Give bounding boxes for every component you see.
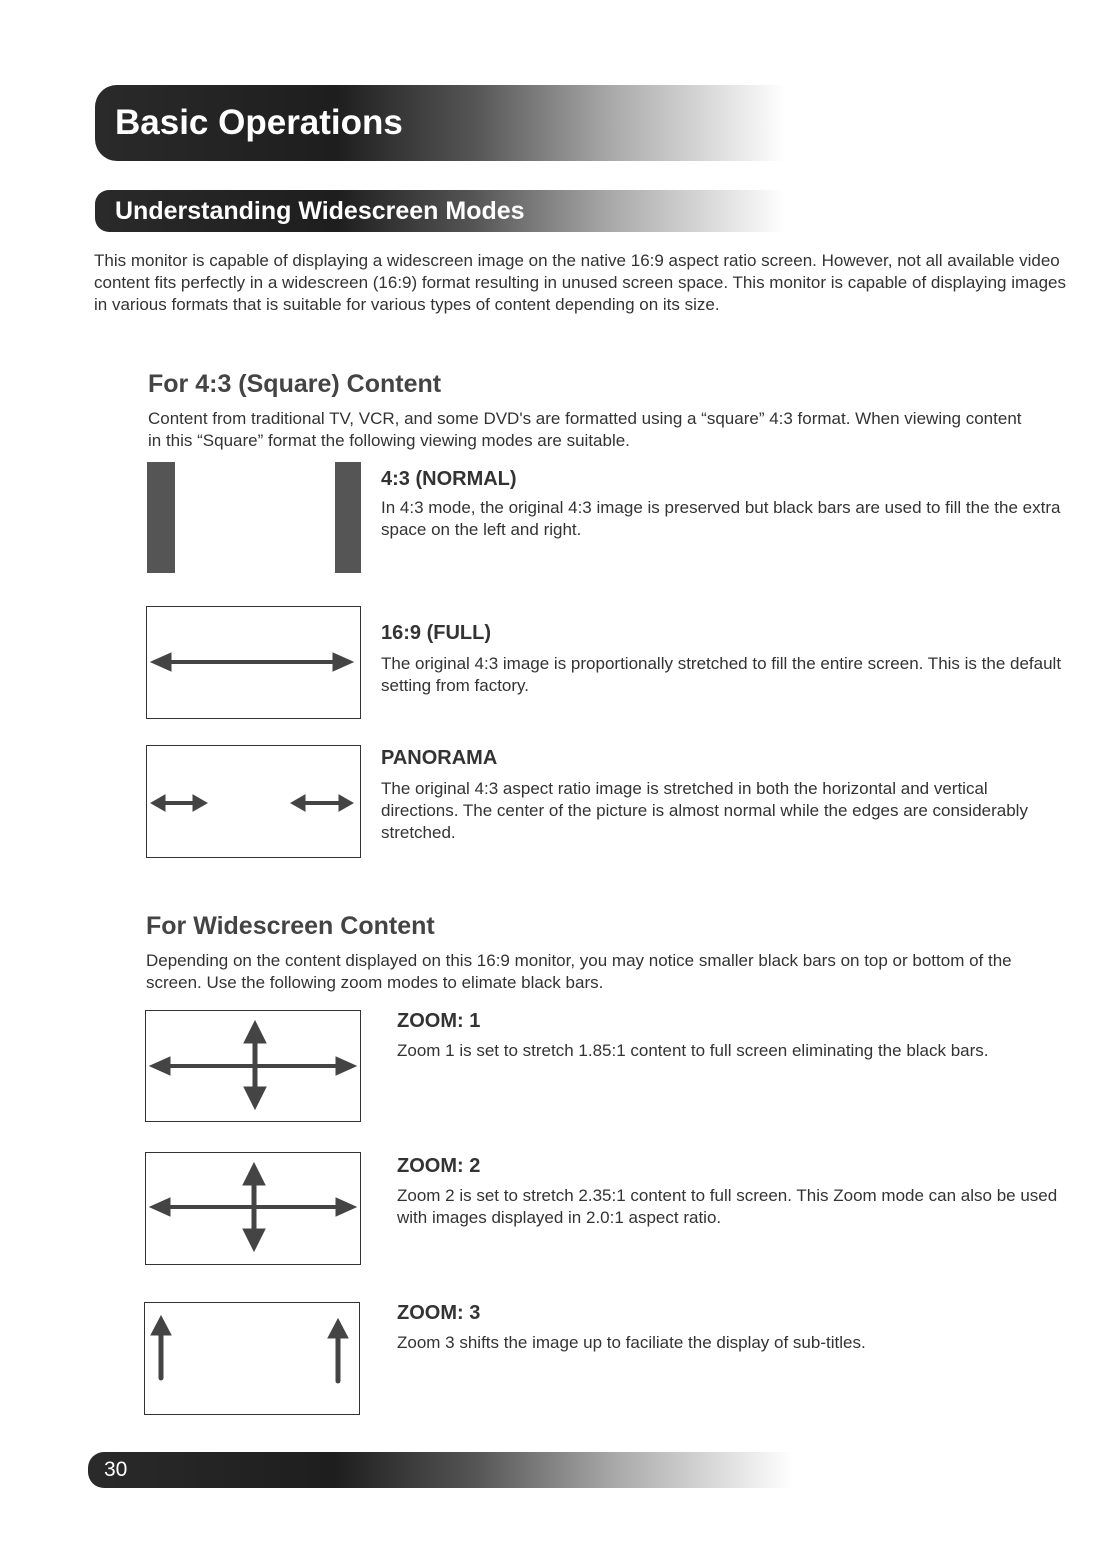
edge-stretch-arrows-icon — [147, 746, 360, 857]
panorama-mode-diagram — [146, 745, 361, 858]
zoom3-diagram — [144, 1302, 360, 1415]
chapter-header-bar — [95, 85, 785, 161]
mode-title: 16:9 (FULL) — [381, 622, 491, 644]
page-number: 30 — [104, 1458, 128, 1481]
full-mode-diagram — [146, 606, 361, 719]
four-way-arrow-icon — [146, 1153, 360, 1264]
square-text: Content from traditional TV, VCR, and some DVD's are formatted using a “square” 4:3 format. When viewing content in this “Square” format the following viewing modes are suitable. — [148, 409, 1022, 450]
section-title: Understanding Widescreen Modes — [115, 197, 525, 225]
wide-heading: For Widescreen Content — [146, 912, 435, 940]
chapter-title: Basic Operations — [115, 103, 403, 142]
up-arrows-icon — [145, 1303, 359, 1414]
normal-mode-diagram — [147, 462, 361, 573]
footer-bar — [88, 1452, 793, 1488]
mode-desc: Zoom 3 shifts the image up to faciliate the display of sub-titles. — [397, 1333, 866, 1352]
mode-title: ZOOM: 2 — [397, 1155, 481, 1177]
four-way-arrow-icon — [146, 1011, 360, 1121]
mode-title: PANORAMA — [381, 747, 498, 769]
section-header-bar — [95, 190, 785, 232]
zoom2-diagram — [145, 1152, 361, 1265]
zoom1-diagram — [145, 1010, 361, 1122]
mode-desc: Zoom 2 is set to stretch 2.35:1 content to full screen. This Zoom mode can also be used with images displayed in 2.0:1 aspect ratio. — [397, 1186, 1058, 1227]
intro-text: This monitor is capable of displaying a widescreen image on the native 16:9 aspect ratio screen. However, not all available video content fits perfectly in a widescreen (16:9) format resulting in unused screen space. This monitor is capable of displaying images in various formats that is suitable for various types of content depending on its size. — [94, 251, 1067, 314]
wide-text: Depending on the content displayed on this 16:9 monitor, you may notice smaller black bars on top or bottom of the screen. Use the following zoom modes to elimate black bars. — [146, 951, 1012, 992]
mode-desc: The original 4:3 image is proportionally stretched to fill the entire screen. This is the default setting from factory. — [381, 654, 1062, 695]
square-heading: For 4:3 (Square) Content — [148, 370, 442, 398]
mode-title: ZOOM: 3 — [397, 1302, 481, 1324]
mode-desc: Zoom 1 is set to stretch 1.85:1 content to full screen eliminating the black bars. — [397, 1041, 989, 1060]
mode-desc: The original 4:3 aspect ratio image is stretched in both the horizontal and vertical directions. The center of the picture is almost normal while the edges are considerably stretched. — [381, 779, 1028, 842]
horizontal-arrow-icon — [147, 607, 360, 718]
mode-title: ZOOM: 1 — [397, 1010, 481, 1032]
mode-title: 4:3 (NORMAL) — [381, 468, 517, 490]
mode-desc: In 4:3 mode, the original 4:3 image is preserved but black bars are used to fill the the extra space on the left and right. — [381, 498, 1061, 539]
